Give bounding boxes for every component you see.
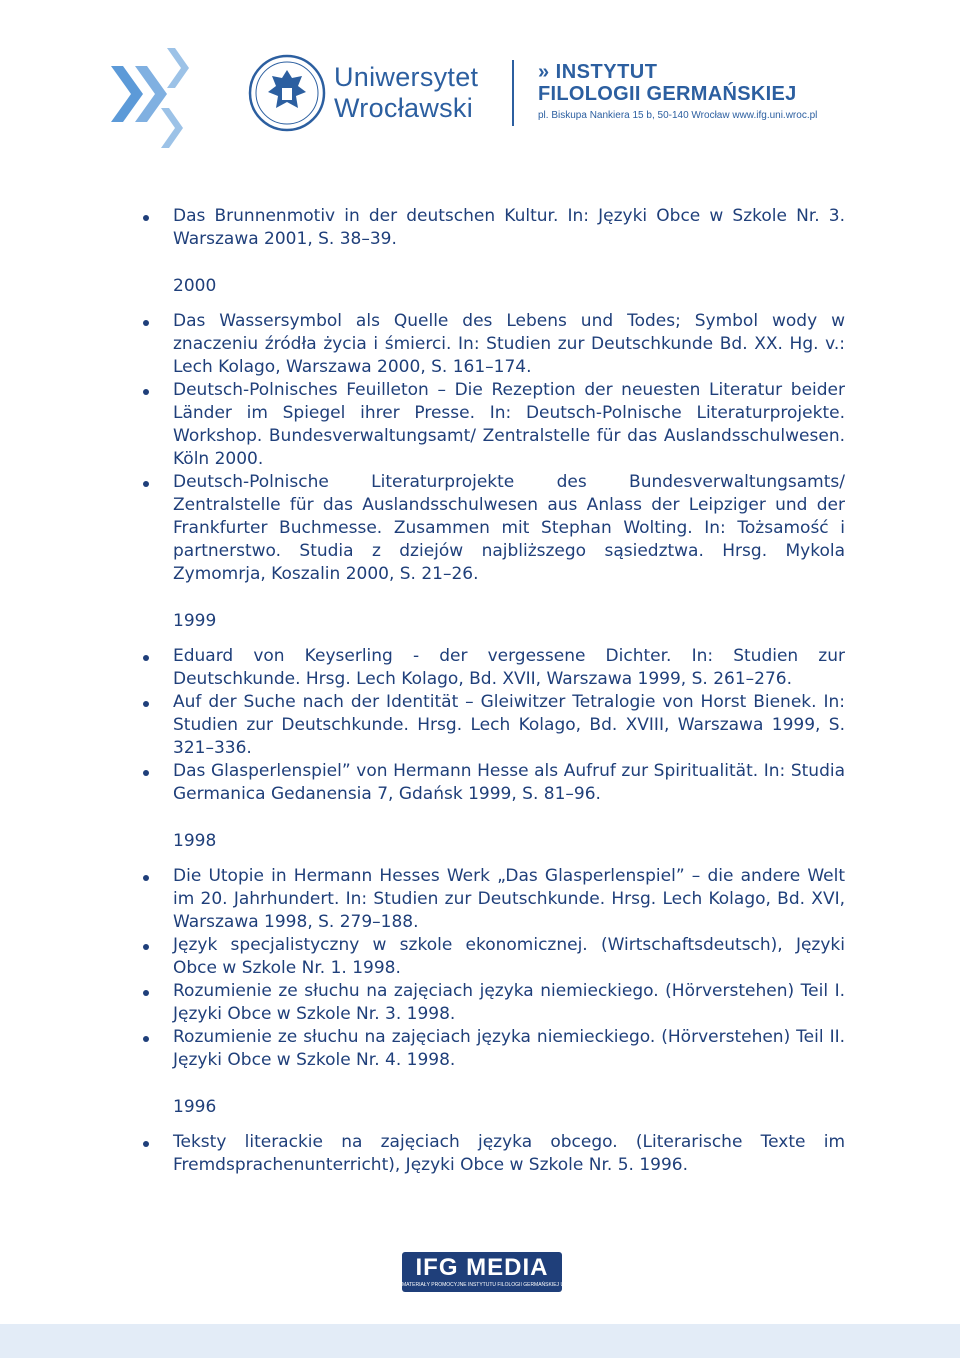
list-item [0,310,960,379]
year-heading: 1998 [173,831,217,851]
bullet-icon [143,990,149,996]
entry-text: Das Glasperlenspiel” von Hermann Hesse als Aufruf zur Spiritualität. In: Studia Germanica Gedanensia 7, Gdańsk 1999, S. 81–96. [173,761,845,804]
header-divider [512,60,514,126]
bullet-icon [143,655,149,661]
list-item [0,645,960,691]
entry-text: Deutsch-Polnisches Feuilleton – Die Rezeption der neuesten Literatur beider Länder im Spiegel ihrer Presse. In: Deutsch-Polnische Literaturprojekte. Workshop. Bundesverwaltungsamt/ Zentralstelle für das Auslandsschulwesen. Köln 2000. [173,380,845,469]
institute-block [538,61,817,124]
footer-tagline: MATERIAŁY PROMOCYJNE INSTYTUTU FILOLOGII GERMAŃSKIEJ UWr [402,1282,571,1288]
list-item [0,471,960,586]
entry-text: Die Utopie in Hermann Hesses Werk „Das Glasperlenspiel” – die andere Welt im 20. Jahrhundert. In: Studien zur Deutschkunde. Hrsg. Lech Kolago, Bd. XVI, Warszawa 1998, S. 279–188. [173,866,845,932]
list-item [0,379,960,471]
list-item [0,205,960,251]
bullet-icon [143,770,149,776]
entry-text: Język specjalistyczny w szkole ekonomicznej. (Wirtschaftsdeutsch), Języki Obce w Szkole Nr. 1. 1998. [173,935,845,978]
bullet-icon [143,320,149,326]
bullet-icon [143,875,149,881]
university-name-line2: Wrocławski [334,93,474,123]
list-item [0,1026,960,1072]
entry-text: Rozumienie ze słuchu na zajęciach języka niemieckiego. (Hörverstehen) Teil I. Języki Obce w Szkole Nr. 3. 1998. [173,981,845,1024]
bullet-icon [143,389,149,395]
entry-text: Rozumienie ze słuchu na zajęciach języka niemieckiego. (Hörverstehen) Teil II. Języki Obce w Szkole Nr. 4. 1998. [173,1027,845,1070]
entry-text: Auf der Suche nach der Identität – Gleiwitzer Tetralogie von Horst Bienek. In: Studien zur Deutschkunde. Hrsg. Lech Kolago, Bd. XVIII, Warszawa 1999, S. 321–336. [173,692,845,758]
list-item [0,1131,960,1177]
ifg-media-logo [402,1252,571,1292]
bullet-icon [143,481,149,487]
university-crest-icon [248,54,326,132]
list-item [0,691,960,760]
institute-line1: » INSTYTUT [538,61,658,83]
year-heading: 1999 [173,611,217,631]
bottom-bar [0,1324,960,1358]
bullet-icon [143,701,149,707]
bullet-icon [143,215,149,221]
entry-text: Teksty literackie na zajęciach języka obcego. (Literarische Texte im Fremdsprachenunterricht), Języki Obce w Szkole Nr. 5. 1996. [173,1132,845,1175]
bibliography-list [0,310,960,586]
page-header [0,0,960,160]
bibliography-list [0,205,960,251]
entry-text: Das Brunnenmotiv in der deutschen Kultur. In: Języki Obce w Szkole Nr. 3. Warszawa 2001, S. 38–39. [173,206,845,249]
institute-address: pl. Biskupa Nankiera 15 b, 50-140 Wrocław www.ifg.uni.wroc.pl [538,110,818,121]
bullet-icon [143,944,149,950]
bullet-icon [143,1141,149,1147]
entry-text: Eduard von Keyserling - der vergessene Dichter. In: Studien zur Deutschkunde. Hrsg. Lech Kolago, Bd. XVII, Warszawa 1999, S. 261–276. [173,646,845,689]
university-name [334,62,478,124]
year-heading: 1996 [173,1097,217,1117]
bibliography-list [0,645,960,806]
university-name-line1: Uniwersytet [334,62,479,92]
list-item [0,760,960,806]
entry-text: Deutsch-Polnische Literaturprojekte des Bundesverwaltungsamts/ Zentralstelle für das Auslandsschulwesen aus Anlass der Leipziger und der Frankfurter Buchmesse. Zusammen mit Stephan Wolting. In: Tożsamość i partnerstwo. Studia z dziejów najbliższego sąsiedztwa. Hrsg. Mykola Zymomrja, Koszalin 2000, S. 21–26. [173,472,845,584]
list-item [0,934,960,980]
bibliography-list [0,865,960,1072]
chevrons-logo-icon [105,44,225,164]
bullet-icon [143,1036,149,1042]
entry-text: Das Wassersymbol als Quelle des Lebens und Todes; Symbol wody w znaczeniu źródła życia i śmierci. In: Studien zur Deutschkunde Bd. XX. Hg. v.: Lech Kolago, Warszawa 2000, S. 161–174. [173,311,845,377]
bibliography [0,205,960,1177]
footer-brand: IFG MEDIA [415,1254,549,1281]
institute-line2: FILOLOGII GERMAŃSKIEJ [538,83,797,105]
year-heading: 2000 [173,276,217,296]
bibliography-list [0,1131,960,1177]
list-item [0,980,960,1026]
list-item [0,865,960,934]
